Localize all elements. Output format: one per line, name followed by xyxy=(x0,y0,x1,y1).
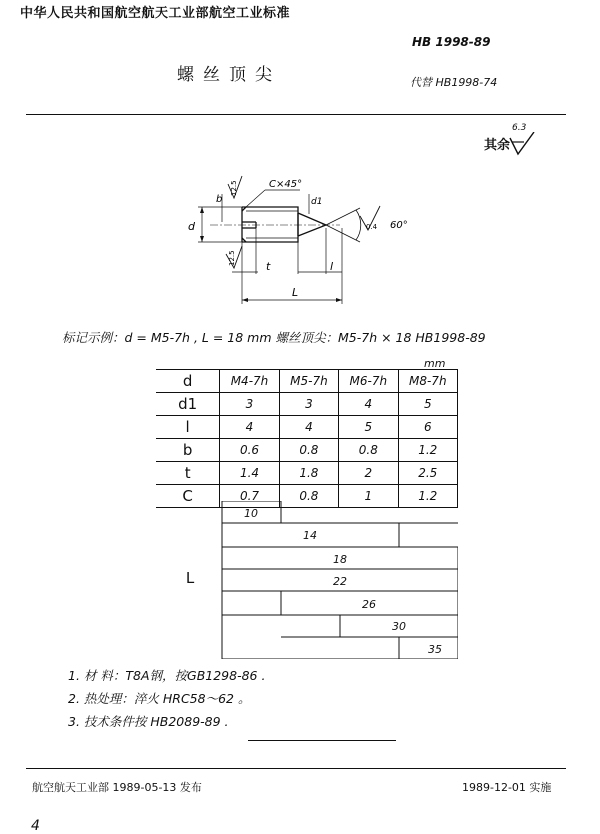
roughness-value: 6.3 xyxy=(512,123,527,133)
table-cell: M4-7h xyxy=(220,370,279,393)
table-unit: mm xyxy=(424,357,446,370)
length-value: 30 xyxy=(392,620,406,633)
table-cell: 1 xyxy=(339,485,398,508)
row-header: C xyxy=(156,485,220,508)
organization-title: 中华人民共和国航空航天工业部航空工业标准 xyxy=(20,6,291,21)
table-cell: 4 xyxy=(339,393,398,416)
notes-end-rule xyxy=(248,740,396,741)
table-cell: 1.2 xyxy=(398,439,457,462)
table-cell: 0.7 xyxy=(220,485,279,508)
roughness-top-label: 12.5 xyxy=(230,180,238,196)
note-item: 1. 材 料：T8A钢，按GB1298-86 . xyxy=(68,668,266,683)
row-header: d xyxy=(156,370,220,393)
length-value: 14 xyxy=(303,529,317,542)
dim-b-label: b xyxy=(216,194,223,205)
table-row xyxy=(156,416,458,439)
dimension-table xyxy=(156,369,458,508)
table-cell: 4 xyxy=(220,416,279,439)
table-cell: 0.8 xyxy=(339,439,398,462)
table-cell: 6 xyxy=(398,416,457,439)
technical-notes xyxy=(68,664,265,733)
table-cell: 2.5 xyxy=(398,462,457,485)
table-cell: 0.6 xyxy=(220,439,279,462)
note-item: 2. 热处理：淬火 HRC58～62 。 xyxy=(68,691,251,706)
dim-d-label: d xyxy=(188,220,195,233)
roughness-bottom-label: 12.5 xyxy=(228,250,236,266)
table-cell: 5 xyxy=(339,416,398,439)
row-header: t xyxy=(156,462,220,485)
note-item: 3. 技术条件按 HB2089-89 . xyxy=(68,714,229,729)
table-cell: M8-7h xyxy=(398,370,457,393)
marking-example: 标记示例：d = M5-7h , L = 18 mm 螺丝顶尖：M5-7h × 18 HB1998-89 xyxy=(62,330,486,345)
length-row-header: L xyxy=(185,569,195,587)
table-cell: 1.2 xyxy=(398,485,457,508)
row-header: l xyxy=(156,416,220,439)
dim-l-label: l xyxy=(330,260,334,273)
table-cell: 0.8 xyxy=(279,485,338,508)
table-cell: 4 xyxy=(279,416,338,439)
table-row xyxy=(156,370,458,393)
length-value: 26 xyxy=(362,598,376,611)
table-cell: 0.8 xyxy=(279,439,338,462)
roughness-label: 其余 xyxy=(484,138,511,153)
chamfer-label: C×45° xyxy=(269,179,303,190)
table-cell: 1.8 xyxy=(279,462,338,485)
table-cell: 3 xyxy=(220,393,279,416)
dim-t-label: t xyxy=(266,260,271,273)
length-value: 10 xyxy=(244,507,258,520)
standard-number: HB 1998-89 xyxy=(412,35,491,49)
dim-d1-label: d1 xyxy=(311,197,323,207)
issue-date: 航空航天工业部 1989-05-13 发布 xyxy=(32,781,202,794)
table-row xyxy=(156,393,458,416)
table-cell: 2 xyxy=(339,462,398,485)
part-name: 螺丝顶尖 xyxy=(177,65,281,85)
table-row xyxy=(156,462,458,485)
table-cell: 3 xyxy=(279,393,338,416)
header-rule xyxy=(26,114,566,115)
set-screw-drawing xyxy=(170,172,440,307)
replaces-standard: 代替 HB1998-74 xyxy=(410,76,498,89)
table-cell: 5 xyxy=(398,393,457,416)
roughness-tip-label: 0.4 xyxy=(366,223,378,231)
length-value: 22 xyxy=(333,575,347,588)
roughness-symbol-icon xyxy=(508,132,538,162)
effective-date: 1989-12-01 实施 xyxy=(462,781,552,794)
table-cell: M5-7h xyxy=(279,370,338,393)
angle-label: 60° xyxy=(390,220,408,231)
row-header: d1 xyxy=(156,393,220,416)
row-header: b xyxy=(156,439,220,462)
dim-L-label: L xyxy=(292,286,299,299)
length-value: 18 xyxy=(333,553,347,566)
length-range-grid xyxy=(156,501,458,659)
length-value: 35 xyxy=(428,643,442,656)
table-cell: M6-7h xyxy=(339,370,398,393)
footer-rule xyxy=(26,768,566,769)
table-row xyxy=(156,439,458,462)
table-cell: 1.4 xyxy=(220,462,279,485)
page-number: 4 xyxy=(31,818,40,834)
